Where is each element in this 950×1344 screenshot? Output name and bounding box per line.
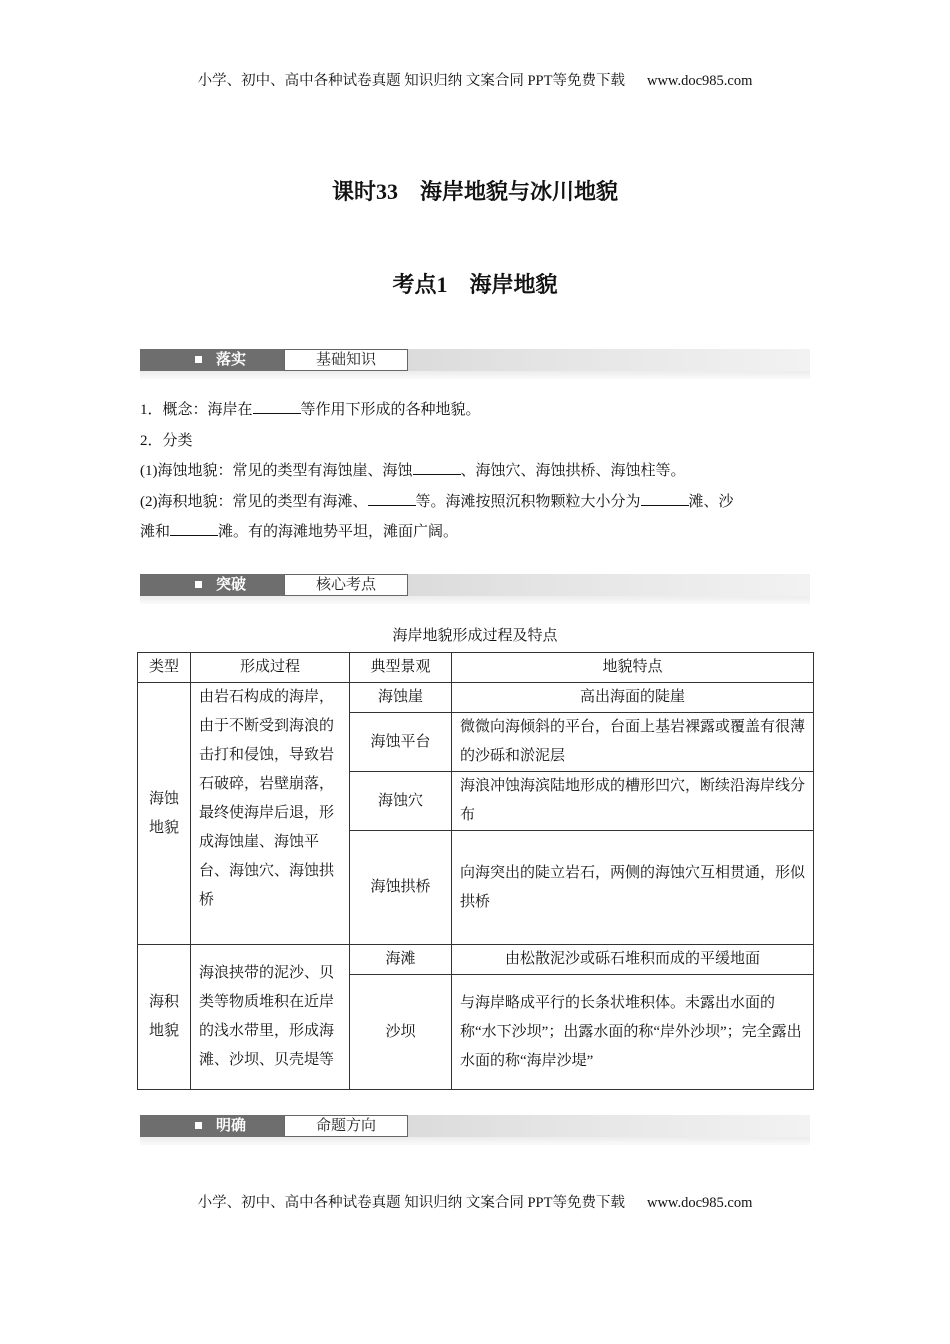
landscape-cell: 海蚀穴 [350, 772, 452, 831]
line-erosion: (1)海蚀地貌：常见的类型有海蚀崖、海蚀 、海蚀穴、海蚀拱桥、海蚀柱等。 [140, 456, 812, 487]
process-cell: 由岩石构成的海岸，由于不断受到海浪的击打和侵蚀，导致岩石破碎，岩壁崩落，最终使海岸后退，形成海蚀崖、海蚀平台、海蚀穴、海蚀拱桥 [191, 683, 350, 945]
section-tag: 明确 [216, 1117, 247, 1134]
feature-cell: 高出海面的陡崖 [452, 683, 814, 713]
landform-table [137, 652, 814, 1090]
section-label: 命题方向 [284, 1115, 408, 1137]
line-concept: 1．概念：海岸在 等作用下形成的各种地貌。 [140, 395, 812, 426]
landscape-cell: 海蚀崖 [350, 683, 452, 713]
header-url: www.doc985.com [646, 73, 753, 89]
page-footer [0, 1191, 950, 1212]
line-deposition: (2)海积地貌：常见的类型有海滩、 等。海滩按照沉积物颗粒大小分为 滩、沙 [140, 487, 812, 518]
square-icon [195, 356, 202, 363]
feature-cell: 海浪冲蚀海滨陆地形成的槽形凹穴，断续沿海岸线分布 [452, 772, 814, 831]
section-tag: 突破 [216, 576, 247, 593]
feature-cell: 微微向海倾斜的平台，台面上基岩裸露或覆盖有很薄的沙砾和淤泥层 [452, 713, 814, 772]
footer-url: www.doc985.com [646, 1195, 753, 1211]
type-cell: 海积 地貌 [138, 945, 191, 1090]
line-classification: 2．分类 [140, 432, 193, 449]
square-icon [195, 1122, 202, 1129]
landscape-cell: 沙坝 [350, 975, 452, 1090]
table-row [138, 945, 814, 975]
section-bar-direction [140, 1115, 810, 1145]
type-cell: 海蚀 地貌 [138, 683, 191, 945]
page-header [0, 69, 950, 90]
process-cell: 海浪挟带的泥沙、贝类等物质堆积在近岸的浅水带里，形成海滩、沙坝、贝壳堤等 [191, 945, 350, 1090]
landscape-cell: 海滩 [350, 945, 452, 975]
header-cell: 典型景观 [350, 653, 452, 683]
square-icon [195, 581, 202, 588]
header-cell: 类型 [138, 653, 191, 683]
section-label: 核心考点 [284, 574, 408, 596]
content-paragraphs [140, 395, 812, 548]
header-text: 小学、初中、高中各种试卷真题 知识归纳 文案合同 PPT等免费下载 [197, 73, 625, 89]
table-header-row [138, 653, 814, 683]
feature-cell: 向海突出的陡立岩石，两侧的海蚀穴互相贯通，形似拱桥 [452, 831, 814, 945]
header-cell: 形成过程 [191, 653, 350, 683]
section-tag: 落实 [216, 351, 247, 368]
landscape-cell: 海蚀拱桥 [350, 831, 452, 945]
footer-text: 小学、初中、高中各种试卷真题 知识归纳 文案合同 PPT等免费下载 [197, 1195, 625, 1211]
section-label: 基础知识 [284, 349, 408, 371]
section-bar-basics [140, 349, 810, 379]
section-bar-core [140, 574, 810, 604]
landscape-cell: 海蚀平台 [350, 713, 452, 772]
section-subtitle: 考点1 海岸地貌 [392, 272, 558, 297]
line-deposition-cont: 滩和 滩。有的海滩地势平坦，滩面广阔。 [140, 517, 812, 548]
table-row [138, 683, 814, 713]
feature-cell: 由松散泥沙或砾石堆积而成的平缓地面 [452, 945, 814, 975]
table-caption: 海岸地貌形成过程及特点 [392, 628, 558, 644]
page-title: 课时33 海岸地貌与冰川地貌 [331, 179, 618, 204]
feature-cell: 与海岸略成平行的长条状堆积体。未露出水面的称“水下沙坝”；出露水面的称“岸外沙坝”；完全露出水面的称“海岸沙堤” [452, 975, 814, 1090]
header-cell: 地貌特点 [452, 653, 814, 683]
